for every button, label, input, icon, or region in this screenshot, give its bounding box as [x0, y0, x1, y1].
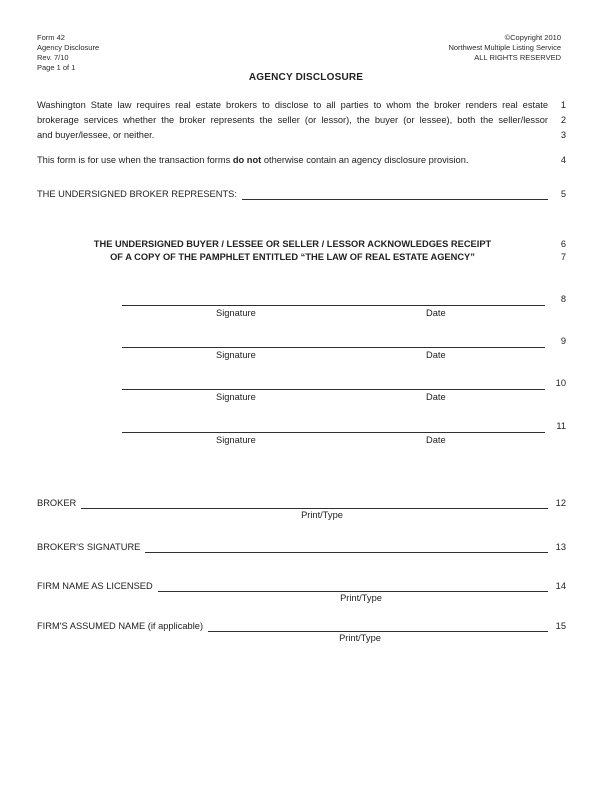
line-number: 15 [555, 621, 566, 631]
intro-line-2 [37, 114, 566, 126]
acknowledgment-text-1: THE UNDERSIGNED BUYER / LESSEE OR SELLER / LESSOR ACKNOWLEDGES RECEIPT [93, 239, 492, 249]
broker-signature-label: BROKER'S SIGNATURE [37, 542, 141, 552]
usage-note-before: This form is for use when the transaction forms [37, 155, 233, 165]
broker-signature-row [37, 541, 566, 553]
line-number: 12 [555, 498, 566, 508]
signature-date-field-4[interactable] [122, 421, 545, 433]
copyright-owner: Northwest Multiple Listing Service [448, 43, 561, 52]
usage-note-text [37, 154, 548, 166]
usage-note-line [37, 154, 566, 166]
acknowledgment-line-2 [37, 251, 566, 263]
line-number: 8 [560, 294, 566, 304]
signature-date-field-2[interactable] [122, 336, 545, 348]
line-number: 10 [555, 378, 566, 388]
signature-label: Signature [216, 392, 256, 402]
date-label: Date [426, 308, 446, 318]
line-number: 4 [560, 155, 566, 165]
line-number: 3 [560, 130, 566, 140]
signature-block-1 [37, 294, 566, 320]
line-number: 2 [560, 115, 566, 125]
line-number: 11 [556, 421, 566, 431]
signature-label: Signature [216, 435, 256, 445]
date-label: Date [426, 350, 446, 360]
copyright-line: ©Copyright 2010 [504, 33, 561, 42]
line-number: 5 [560, 189, 566, 199]
form-meta-block [37, 33, 99, 73]
signature-block-4 [37, 421, 566, 447]
broker-represents-group [37, 188, 548, 200]
line-number: 14 [555, 581, 566, 591]
firm-assumed-name-field[interactable] [208, 620, 548, 632]
intro-text-3: and buyer/lessee, or neither. [37, 130, 155, 140]
broker-signature-field[interactable] [145, 541, 548, 553]
print-type-label: Print/Type [339, 633, 381, 643]
firm-assumed-name-label: FIRM'S ASSUMED NAME (if applicable) [37, 621, 204, 631]
form-revision: Rev. 7/10 [37, 53, 69, 62]
usage-note-after: otherwise contain an agency disclosure provision. [261, 155, 469, 165]
firm-name-field[interactable] [158, 580, 548, 592]
firm-name-label: FIRM NAME AS LICENSED [37, 581, 153, 591]
line-number: 13 [555, 542, 566, 552]
broker-represents-label: THE UNDERSIGNED BROKER REPRESENTS: [37, 189, 237, 199]
broker-represents-row [37, 188, 566, 200]
intro-text-1: Washington State law requires real estate brokers to disclose to all parties to whom the broker renders real estate [37, 100, 548, 110]
firm-assumed-name-row [37, 620, 566, 643]
signature-block-2 [37, 336, 566, 362]
date-label: Date [426, 435, 446, 445]
intro-line-1 [37, 99, 566, 111]
date-label: Date [426, 392, 446, 402]
form-page-count: Page 1 of 1 [37, 63, 76, 72]
signature-label: Signature [216, 350, 256, 360]
print-type-label: Print/Type [301, 510, 343, 520]
line-number: 1 [560, 100, 566, 110]
form-number: Form 42 [37, 33, 65, 42]
line-number: 6 [560, 239, 566, 249]
line-number: 9 [560, 336, 566, 346]
form-name: Agency Disclosure [37, 43, 100, 52]
rights-reserved: ALL RIGHTS RESERVED [474, 53, 561, 62]
intro-text-2: brokerage services whether the broker represents the seller (or lessor), the buyer (or lessee), both the seller/lessor [37, 115, 548, 125]
intro-line-3 [37, 129, 566, 141]
print-type-label: Print/Type [340, 593, 382, 603]
firm-name-row [37, 580, 566, 603]
signature-date-field-3[interactable] [122, 378, 545, 390]
signature-block-3 [37, 378, 566, 404]
acknowledgment-line-1 [37, 238, 566, 250]
copyright-block [448, 33, 561, 63]
usage-note-bold: do not [232, 155, 262, 165]
broker-represents-field[interactable] [242, 188, 548, 200]
line-number: 7 [560, 252, 566, 262]
signature-date-field-1[interactable] [122, 294, 545, 306]
broker-label: BROKER [37, 498, 77, 508]
acknowledgment-text-2: OF A COPY OF THE PAMPHLET ENTITLED “THE LAW OF REAL ESTATE AGENCY” [110, 252, 475, 262]
broker-name-field[interactable] [81, 497, 548, 509]
broker-row [37, 497, 566, 520]
signature-label: Signature [216, 308, 256, 318]
form-title: AGENCY DISCLOSURE [248, 72, 364, 83]
